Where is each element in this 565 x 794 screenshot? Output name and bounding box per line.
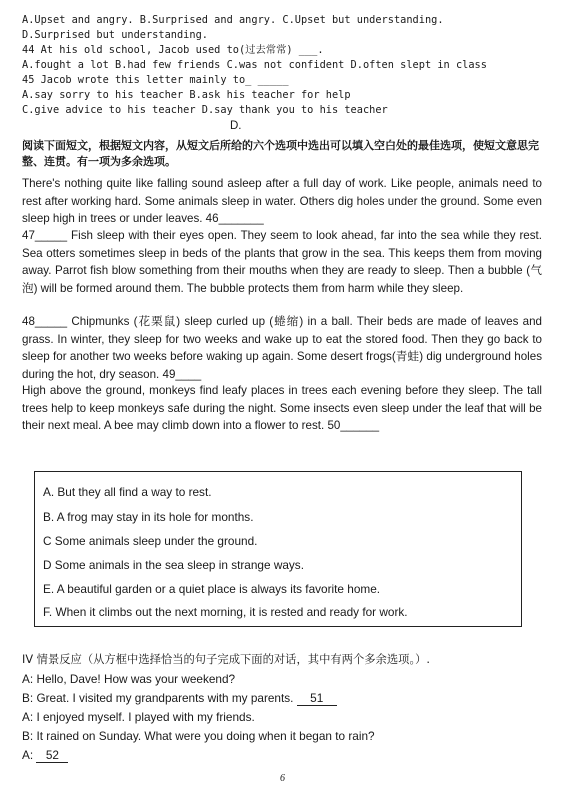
paragraph-1: There's nothing quite like falling sound asleep after a full day of work. Like people, animals need to rest after working hard. Some animals sleep in water. Others dig holes under the ground. Some even sleep high in trees or under leaves. 46_______ — [22, 177, 542, 226]
page-number: 6 — [280, 773, 285, 784]
utterance: Hello, Dave! How was your weekend? — [36, 672, 236, 686]
dialogue-line — [22, 748, 68, 763]
q44-stem: 44 At his old school, Jacob used to(过去常常) ___. — [22, 44, 324, 56]
speaker: A: — [22, 748, 34, 762]
section4-title: IV 情景反应（从方框中选择恰当的句子完成下面的对话，其中有两个多余选项。）. — [22, 653, 430, 666]
option-d: D Some animals in the sea sleep in strange ways. — [43, 558, 304, 572]
q45-options-cd: C.give advice to his teacher D.say thank you to his teacher — [22, 104, 388, 116]
option-e: E. A beautiful garden or a quiet place is always its favorite home. — [43, 582, 381, 596]
speaker: A: — [22, 672, 34, 686]
q45-options-ab: A.say sorry to his teacher B.ask his teacher for help — [22, 89, 351, 101]
q44-options: A.fought a lot B.had few friends C.was not confident D.often slept in class — [22, 59, 487, 71]
section-letter: D. — [230, 120, 242, 132]
paragraph-4: High above the ground, monkeys find leafy places in trees each evening before they sleep. The tall trees help to keep monkeys safe during the night. Some insects even sleep under the leaf that will be their next meal. A bee may climb down into a flower to rest. 50______ — [22, 384, 542, 433]
options-box — [34, 471, 522, 627]
q45-stem: 45 Jacob wrote this letter mainly to_ _____ — [22, 74, 289, 86]
instructions: 阅读下面短文，根据短文内容，从短文后所给的六个选项中选出可以填入空白处的最佳选项，使短文意思完整、连贯。有一项为多余选项。 — [22, 139, 539, 168]
speaker: A: — [22, 710, 34, 724]
dialogue-line — [22, 729, 375, 743]
q43-option-d: D.Surprised but understanding. — [22, 29, 208, 41]
utterance: Great. I visited my grandparents with my parents. — [36, 691, 297, 705]
dialogue-line — [22, 672, 235, 686]
speaker: B: — [22, 691, 34, 705]
utterance: It rained on Sunday. What were you doing when it began to rain? — [36, 729, 375, 743]
option-a: A. But they all find a way to rest. — [43, 485, 212, 499]
dialogue-line — [22, 691, 337, 706]
paragraph-2: 47_____ Fish sleep with their eyes open. They seem to look ahead, far into the sea while they rest. Sea otters sometimes sleep in beds of the plants that grow in the sea. This keeps them from moving away. Parrot fish blow something from their mouths when they are ready to sleep. Then a bubble (气泡) will be formed around them. The bubble protects them from harm while they sleep. — [22, 229, 542, 295]
blank-52[interactable]: 52 — [36, 748, 68, 763]
dialogue-line — [22, 710, 255, 724]
paragraph-3: 48_____ Chipmunks (花栗鼠) sleep curled up (蜷缩) in a ball. Their beds are made of leaves and grass. In winter, they sleep for two weeks and wake up to eat the stored food. Then they go back to sleep for another two weeks before waking up again. Some desert frogs(青蛙) dig underground holes during the hot, dry season. 49____ — [22, 315, 542, 381]
speaker: B: — [22, 729, 34, 743]
utterance: I enjoyed myself. I played with my friends. — [36, 710, 255, 724]
blank-51[interactable]: 51 — [297, 691, 337, 706]
option-b: B. A frog may stay in its hole for months. — [43, 510, 254, 524]
option-f: F. When it climbs out the next morning, it is rested and ready for work. — [43, 605, 408, 619]
option-c: C Some animals sleep under the ground. — [43, 534, 258, 548]
q43-options: A.Upset and angry. B.Surprised and angry. C.Upset but understanding. — [22, 14, 444, 26]
